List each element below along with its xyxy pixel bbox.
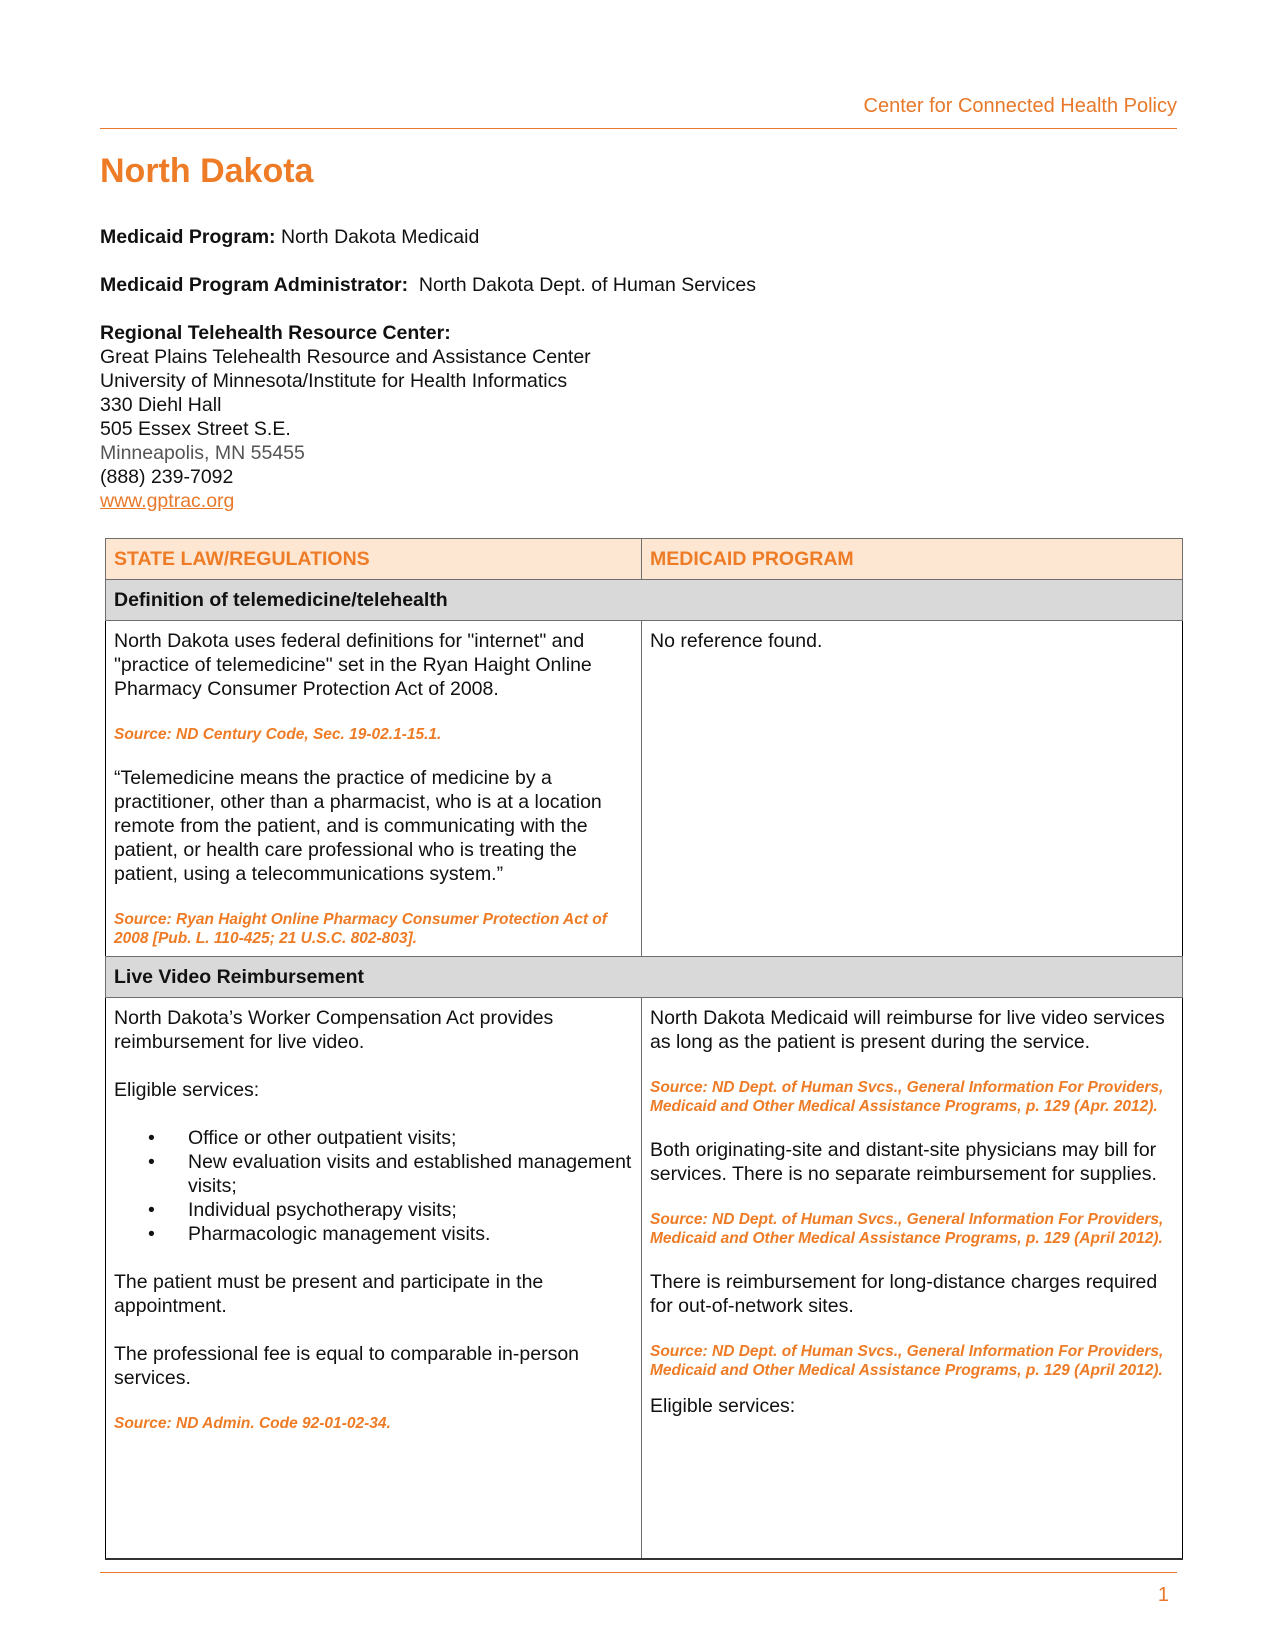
live-video-medicaid-para-2: Both originating-site and distant-site physicians may bill for services. There is no separate reimbursement for supplies. xyxy=(650,1139,1157,1185)
rtrc-building: 330 Diehl Hall xyxy=(100,394,222,416)
live-video-state-eligible-label: Eligible services: xyxy=(114,1079,260,1101)
rtrc-city: Minneapolis, MN 55455 xyxy=(100,442,305,464)
section-row xyxy=(106,957,1183,998)
live-video-medicaid-source-3: Source: ND Dept. of Human Svcs., General Information For Providers, Medicaid and Other Medical Assistance Programs, p. 129 (April 2012). xyxy=(650,1343,1164,1379)
page-number: 1 xyxy=(1157,1584,1169,1606)
live-video-medicaid-cell xyxy=(642,998,1183,1559)
section-row xyxy=(106,580,1183,621)
list-item: • Pharmacologic management visits. xyxy=(188,1222,633,1246)
rtrc-website-link[interactable]: www.gptrac.org xyxy=(100,490,235,512)
rtrc-name: Great Plains Telehealth Resource and Assistance Center xyxy=(100,346,591,368)
definition-state-source-2: Source: Ryan Haight Online Pharmacy Consumer Protection Act of 2008 [Pub. L. 110-425; 21 U.S.C. 802-803]. xyxy=(114,911,607,947)
column-header-state-law: STATE LAW/REGULATIONS xyxy=(106,539,642,580)
administrator-value: North Dakota Dept. of Human Services xyxy=(418,274,756,296)
live-video-medicaid-para-3: There is reimbursement for long-distance charges required for out-of-network sites. xyxy=(650,1271,1158,1317)
live-video-state-source-1: Source: ND Admin. Code 92-01-02-34. xyxy=(114,1415,391,1432)
administrator-line xyxy=(100,273,756,297)
definition-state-source-1: Source: ND Century Code, Sec. 19-02.1-15.1. xyxy=(114,726,442,743)
header-divider xyxy=(100,128,1177,129)
rtrc-phone: (888) 239-7092 xyxy=(100,466,234,488)
live-video-medicaid-source-2: Source: ND Dept. of Human Svcs., General Information For Providers, Medicaid and Other Medical Assistance Programs, p. 129 (April 2012). xyxy=(650,1211,1164,1247)
definition-state-para-1: North Dakota uses federal definitions for "internet" and "practice of telemedicine" set in the Ryan Haight Online Pharmacy Consumer Protection Act of 2008. xyxy=(114,630,592,700)
live-video-state-para-1: North Dakota’s Worker Compensation Act provides reimbursement for live video. xyxy=(114,1007,554,1053)
definition-medicaid-para-1: No reference found. xyxy=(650,630,823,652)
live-video-state-para-2: The patient must be present and participate in the appointment. xyxy=(114,1271,544,1317)
live-video-medicaid-eligible-label: Eligible services: xyxy=(650,1395,796,1417)
rtrc-street: 505 Essex Street S.E. xyxy=(100,418,291,440)
column-header-medicaid: MEDICAID PROGRAM xyxy=(642,539,1183,580)
footer-divider xyxy=(100,1572,1177,1573)
live-video-state-law-cell xyxy=(106,998,642,1559)
medicaid-program-value: North Dakota Medicaid xyxy=(280,226,480,248)
administrator-label: Medicaid Program Administrator: xyxy=(100,274,409,296)
section-title-live-video: Live Video Reimbursement xyxy=(106,957,1183,998)
table-row xyxy=(106,621,1183,957)
definition-state-law-cell xyxy=(106,621,642,957)
section-title-definition: Definition of telemedicine/telehealth xyxy=(106,580,1183,621)
rtrc-block xyxy=(100,321,591,513)
live-video-medicaid-para-1: North Dakota Medicaid will reimburse for live video services as long as the patient is present during the service. xyxy=(650,1007,1165,1053)
table-row xyxy=(106,998,1183,1559)
rtrc-institution: University of Minnesota/Institute for Health Informatics xyxy=(100,370,568,392)
medicaid-program-label: Medicaid Program: xyxy=(100,226,276,248)
medicaid-program-line xyxy=(100,225,479,249)
eligible-services-list xyxy=(114,1126,633,1246)
live-video-medicaid-source-1: Source: ND Dept. of Human Svcs., General Information For Providers, Medicaid and Other Medical Assistance Programs, p. 129 (Apr. 2012). xyxy=(650,1079,1164,1115)
rtrc-label: Regional Telehealth Resource Center: xyxy=(100,322,451,344)
policy-table xyxy=(105,538,1183,1560)
table-header-row xyxy=(106,539,1183,580)
list-item: • Office or other outpatient visits; xyxy=(188,1126,633,1150)
definition-state-para-2: “Telemedicine means the practice of medicine by a practitioner, other than a pharmacist, who is at a location remote from the patient, and is communicating with the patient, or health care professional who is treating the patient, using a telecommunications system.” xyxy=(114,767,602,885)
header-org-name: Center for Connected Health Policy xyxy=(863,95,1177,117)
list-item: • New evaluation visits and established management visits; xyxy=(188,1150,633,1198)
live-video-state-para-3: The professional fee is equal to comparable in-person services. xyxy=(114,1343,580,1389)
page-title: North Dakota xyxy=(100,152,314,190)
list-item: • Individual psychotherapy visits; xyxy=(188,1198,633,1222)
definition-medicaid-cell xyxy=(642,621,1183,957)
